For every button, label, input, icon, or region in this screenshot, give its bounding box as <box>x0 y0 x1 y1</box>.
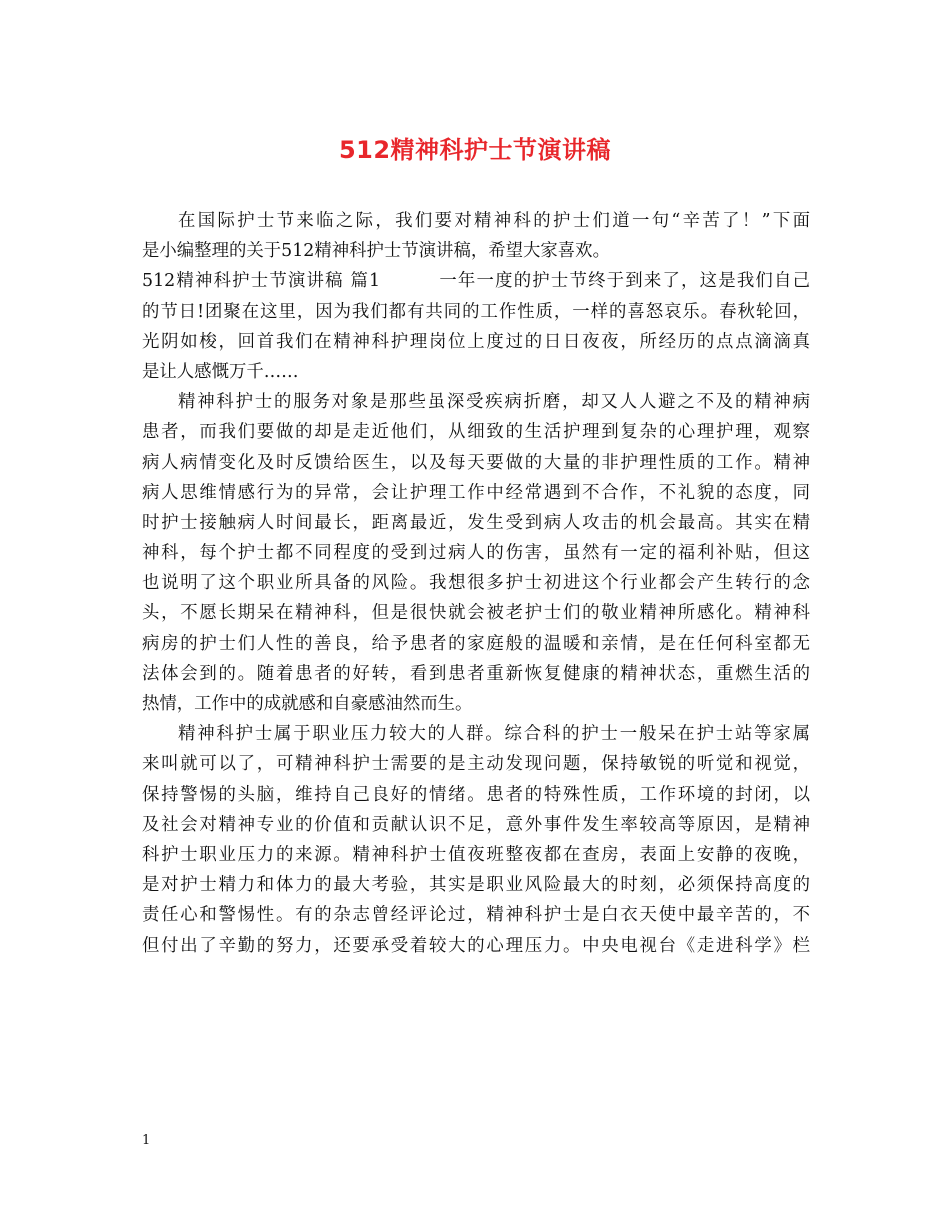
text-line: 是小编整理的关于512精神科护士节演讲稿，希望大家喜欢。 <box>142 241 610 262</box>
text-line: 病人病情变化及时反馈给医生，以及每天要做的大量的非护理性质的工作。精神 <box>142 452 810 473</box>
text-line: 热情，工作中的成就感和自豪感油然而生。 <box>142 694 473 714</box>
document-title: 512精神科护士节演讲稿 <box>338 136 612 164</box>
text-line: 来叫就可以了，可精神科护士需要的是主动发现问题，保持敏锐的听觉和视觉， <box>142 754 810 775</box>
text-line: 也说明了这个职业所具备的风险。我想很多护士初进这个行业都会产生转行的念 <box>142 573 810 594</box>
text-line: 神科，每个护士都不同程度的受到过病人的伤害，虽然有一定的福利补贴，但这 <box>142 543 810 564</box>
text-line: 一年一度的护士节终于到来了，这是我们自己 <box>438 271 810 292</box>
text-line: 及社会对精神专业的价值和贡献认识不足，意外事件发生率较高等原因，是精神 <box>142 814 810 835</box>
text-line: 的节日!团聚在这里，因为我们都有共同的工作性质，一样的喜怒哀乐。春秋轮回， <box>142 301 810 322</box>
text-line: 在国际护士节来临之际，我们要对精神科的护士们道一句“辛苦了！”下面 <box>178 211 810 231</box>
text-line: 是让人感慨万千…… <box>142 361 299 382</box>
text-line: 光阴如梭，回首我们在精神科护理岗位上度过的日日夜夜，所经历的点点滴滴真 <box>142 331 810 352</box>
section-heading: 512精神科护士节演讲稿 篇1 <box>142 271 381 292</box>
text-line: 病人思维情感行为的异常，会让护理工作中经常遇到不合作，不礼貌的态度，同 <box>142 482 810 503</box>
text-line: 时护士接触病人时间最长，距离最近，发生受到病人攻击的机会最高。其实在精 <box>142 512 810 533</box>
text-line: 保持警惕的头脑，维持自己良好的情绪。患者的特殊性质，工作环境的封闭，以 <box>142 784 810 805</box>
text-line: 科护士职业压力的来源。精神科护士值夜班整夜都在查房，表面上安静的夜晚， <box>142 844 810 865</box>
text-line: 是对护士精力和体力的最大考验，其实是职业风险最大的时刻，必须保持高度的 <box>142 875 810 896</box>
text-line: 病房的护士们人性的善良，给予患者的家庭般的温暖和亲情，是在任何科室都无 <box>142 633 810 654</box>
text-line: 精神科护士属于职业压力较大的人群。综合科的护士一般呆在护士站等家属 <box>178 724 810 745</box>
document-body <box>142 206 810 961</box>
text-line: 但付出了辛勤的努力，还要承受着较大的心理压力。中央电视台《走进科学》栏 <box>142 935 810 956</box>
text-line: 责任心和警惕性。有的杂志曾经评论过，精神科护士是白衣天使中最辛苦的，不 <box>142 905 810 926</box>
page-number: 1 <box>142 1133 151 1148</box>
text-line: 法体会到的。随着患者的好转，看到患者重新恢复健康的精神状态，重燃生活的 <box>142 663 810 684</box>
text-line: 头，不愿长期呆在精神科，但是很快就会被老护士们的敬业精神所感化。精神科 <box>142 603 810 624</box>
text-line: 精神科护士的服务对象是那些虽深受疾病折磨，却又人人避之不及的精神病 <box>178 392 810 413</box>
text-line: 患者，而我们要做的却是走近他们，从细致的生活护理到复杂的心理护理，观察 <box>142 422 810 443</box>
section-heading-line <box>142 266 810 296</box>
